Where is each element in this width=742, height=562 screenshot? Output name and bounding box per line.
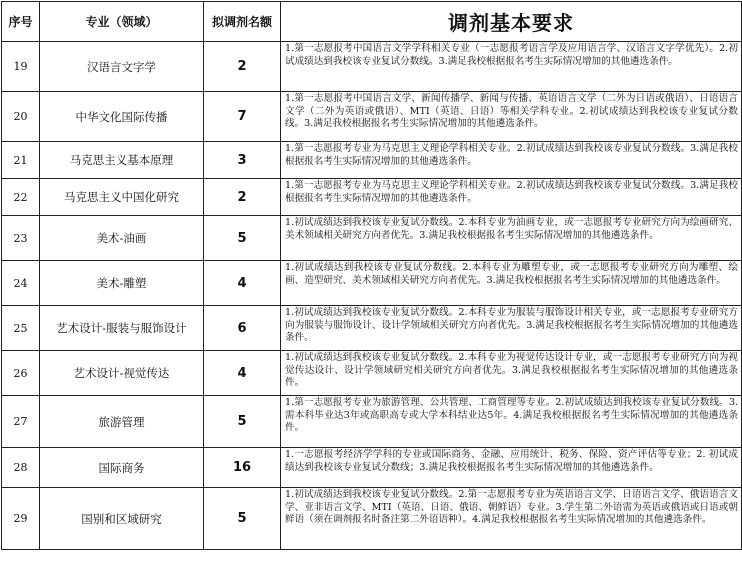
table-row [2,306,742,351]
row-seq: 19 [2,42,40,92]
row-requirements: 1.第一志愿报考中国语言文学学科相关专业（一志愿报考语言学及应用语言学、汉语言文字学优先）。2.初试成绩达到我校该专业复试分数线。3.满足我校根据报名考生实际情况增加的其他遴选条件。 [281,42,742,92]
row-major: 美术-油画 [40,216,204,261]
table-row [2,92,742,142]
row-requirements: 1.初试成绩达到我校该专业复试分数线。2.本科专业为视觉传达设计专业，或一志愿报考专业研究方向为视觉传达设计、设计学领域研究相关研究方向者优先。3.满足我校根据报名考生实际情况增加的其他遴选条件。 [281,351,742,396]
row-quota: 5 [204,488,281,550]
row-quota: 4 [204,351,281,396]
row-quota: 3 [204,142,281,179]
row-seq: 26 [2,351,40,396]
table-row [2,488,742,550]
table-row [2,351,742,396]
header-quota: 拟调剂名额 [204,2,281,42]
header-seq: 序号 [2,2,40,42]
row-requirements: 1.初试成绩达到我校该专业复试分数线。2.第一志愿报考专业为英语语言文学、日语语言文学、俄语语言文学、亚非语言文学、MTI（英语、日语、俄语、朝鲜语）专业。3.学生第二外语需为英语或俄语或日语或朝鲜语（须在调剂报名时备注第二外语语种）。4.满足我校根据报名考生实际情况增加的其他遴选条件。 [281,488,742,550]
table-row [2,142,742,179]
row-seq: 21 [2,142,40,179]
row-quota: 4 [204,261,281,306]
table-row [2,448,742,488]
row-seq: 20 [2,92,40,142]
row-requirements: 1.第一志愿报考专业为旅游管理、公共管理、工商管理等专业。2.初试成绩达到我校该专业复试分数线。3.需本科毕业达3年或高职高专或大学本科结业达5年。4.满足我校根据报名考生实际情况增加的其他遴选条件。 [281,396,742,448]
row-major: 马克思主义中国化研究 [40,179,204,216]
row-quota: 5 [204,396,281,448]
row-requirements: 1.第一志愿报考专业为马克思主义理论学科相关专业。2.初试成绩达到我校该专业复试分数线。3.满足我校根据报名考生实际情况增加的其他遴选条件。 [281,142,742,179]
table-row [2,261,742,306]
row-major: 中华文化国际传播 [40,92,204,142]
row-quota: 7 [204,92,281,142]
table-row [2,216,742,261]
row-seq: 24 [2,261,40,306]
row-quota: 2 [204,179,281,216]
row-quota: 6 [204,306,281,351]
adjustment-requirements-table [1,1,742,550]
row-seq: 29 [2,488,40,550]
row-quota: 16 [204,448,281,488]
table-row [2,42,742,92]
row-requirements: 1.初试成绩达到我校该专业复试分数线。2.本科专业为服装与服饰设计相关专业，或一志愿报考专业研究方向为服装与服饰设计、设计学领域相关研究方向者优先。3.满足我校根据报名考生实际情况增加的其他遴选条件。 [281,306,742,351]
row-requirements: 1.第一志愿报考专业为马克思主义理论学科相关专业。2.初试成绩达到我校该专业复试分数线。3.满足我校根据报名考生实际情况增加的其他遴选条件。 [281,179,742,216]
row-requirements: 1.一志愿报考经济学学科的专业或国际商务、金融、应用统计、税务、保险、资产评估等专业；2. 初试成绩达到我校该专业复试分数线；3.满足我校根据报名考生实际情况增加的其他遴选条件。 [281,448,742,488]
row-requirements: 1.初试成绩达到我校该专业复试分数线。2.本科专业为雕塑专业，或一志愿报考专业研究方向为雕塑、绘画、造型研究、美术领域相关研究方向者优先。3.满足我校根据报名考生实际情况增加的其他遴选条件。 [281,261,742,306]
row-seq: 22 [2,179,40,216]
row-seq: 23 [2,216,40,261]
table-row [2,396,742,448]
table-row [2,179,742,216]
row-major: 国际商务 [40,448,204,488]
row-major: 马克思主义基本原理 [40,142,204,179]
header-major: 专业（领域） [40,2,204,42]
row-requirements: 1.第一志愿报考中国语言文学、新闻传播学、新闻与传播、英语语言文学（二外为日语或俄语）、日语语言文学（二外为英语或俄语）、MTI（英语、日语）等相关学科专业。2.初试成绩达到我校该专业复试分数线。3.满足我校根据报名考生实际情况增加的其他遴选条件。 [281,92,742,142]
row-seq: 27 [2,396,40,448]
header-requirements: 调剂基本要求 [281,2,742,42]
row-major: 美术-雕塑 [40,261,204,306]
table-header-row [2,2,742,42]
row-major: 艺术设计-服装与服饰设计 [40,306,204,351]
row-major: 旅游管理 [40,396,204,448]
row-major: 国别和区域研究 [40,488,204,550]
row-seq: 28 [2,448,40,488]
row-seq: 25 [2,306,40,351]
row-quota: 5 [204,216,281,261]
row-requirements: 1.初试成绩达到我校该专业复试分数线。2.本科专业为油画专业，或一志愿报考专业研究方向为绘画研究、美术领域相关研究方向者优先。3.满足我校根据报名考生实际情况增加的其他遴选条件。 [281,216,742,261]
row-major: 艺术设计-视觉传达 [40,351,204,396]
row-major: 汉语言文字学 [40,42,204,92]
row-quota: 2 [204,42,281,92]
